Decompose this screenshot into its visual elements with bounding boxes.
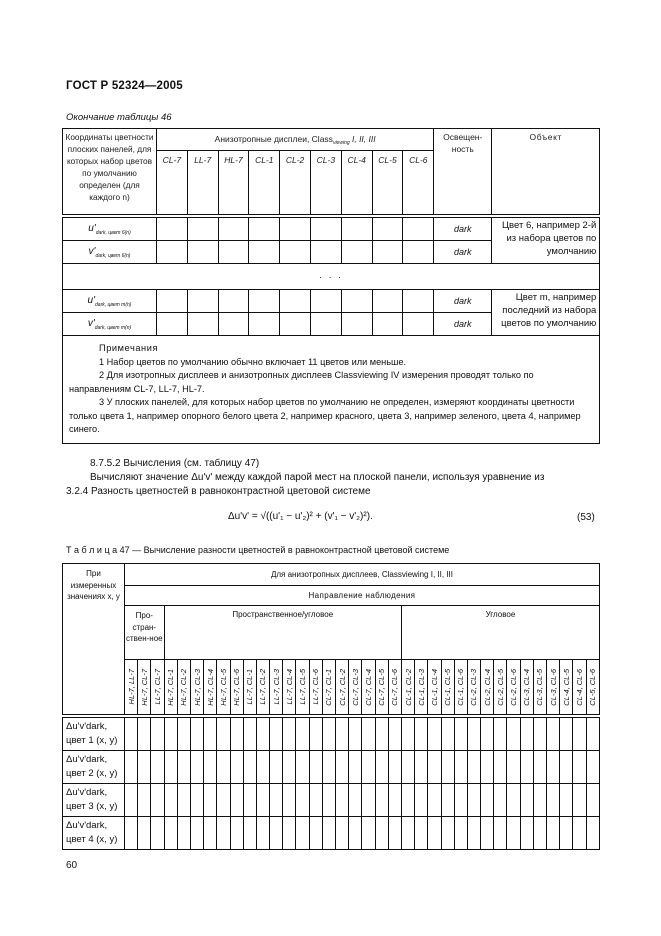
table-cell (441, 718, 454, 751)
object-description: Цвет 6, например 2-й из набора цветов по умолчанию (492, 218, 600, 264)
direction-cl-2: CL-2 (280, 151, 311, 215)
pair-label: CL-4, CL-5 (561, 668, 571, 706)
pair-label: HL-7, CL-5 (218, 668, 228, 706)
header-viewing-direction: Направление наблюдения (125, 586, 600, 606)
pair-label: CL-2, CL-4 (482, 668, 492, 706)
table-cell (401, 784, 414, 817)
table-cell (230, 718, 243, 751)
table-cell (322, 751, 335, 784)
table-cell (256, 751, 269, 784)
direction-cl-4: CL-4 (341, 151, 372, 215)
pair-header (533, 660, 546, 715)
pair-label: CL-1, CL-2 (403, 668, 413, 706)
row-label (63, 784, 125, 817)
pair-header (138, 660, 151, 715)
table-cell (573, 817, 586, 850)
table-row (63, 784, 600, 817)
row-label-line-1: Δu'v'dark, (66, 754, 108, 765)
table-cell (217, 751, 230, 784)
pair-label: LL-7, CL-1 (245, 669, 255, 705)
direction-cl-5: CL-5 (372, 151, 403, 215)
table-cell (362, 751, 375, 784)
pair-label: LL-7, CL-4 (284, 669, 294, 705)
table-cell (467, 817, 480, 850)
row-label: $v'_{dark, цвет 6(n)}$ (63, 241, 157, 264)
table-cell (401, 751, 414, 784)
table-cell (125, 817, 138, 850)
table-cell (230, 751, 243, 784)
table-cell (296, 751, 309, 784)
pair-header (415, 660, 428, 715)
header-measured-values: При измеренных значениях x, y (63, 564, 125, 715)
table-cell (533, 718, 546, 751)
table-cell (415, 751, 428, 784)
table-cell (520, 784, 533, 817)
table-cell (336, 718, 349, 751)
row-label (63, 817, 125, 850)
table-cell (533, 817, 546, 850)
table-cell (467, 751, 480, 784)
direction-ll-7: LL-7 (187, 151, 218, 215)
table-cell (336, 784, 349, 817)
table-cell (375, 817, 388, 850)
pair-label: CL-1, CL-6 (456, 668, 466, 706)
table-cell (428, 751, 441, 784)
table-cell (560, 718, 573, 751)
table-cell (270, 718, 283, 751)
pair-header (349, 660, 362, 715)
header-anisotropic-group: Для анизотропных дисплеев, Classviewing I, II, III (125, 564, 600, 586)
table-cell (322, 784, 335, 817)
pair-header (375, 660, 388, 715)
table-cell (204, 784, 217, 817)
pair-label: CL-7, CL-6 (390, 668, 400, 706)
illumination-value: dark (434, 241, 492, 264)
table-47-caption: Т а б л и ц а 47 — Вычисление разности цветностей в равноконтрастной цветовой системе (66, 545, 450, 555)
table-row (63, 718, 600, 751)
pair-header (125, 660, 138, 715)
table-cell (454, 751, 467, 784)
table-cell (388, 817, 401, 850)
pair-label: CL-7, CL-5 (377, 668, 387, 706)
pair-header (243, 660, 256, 715)
pair-header (494, 660, 507, 715)
table-row (63, 817, 600, 850)
table-row (63, 290, 600, 313)
row-label-line-1: Δu'v'dark, (66, 787, 108, 798)
table-cell (190, 784, 203, 817)
header-coordinates: Координаты цветности плоских панелей, для которых набор цветов по умолчанию определен (для каждого n) (63, 129, 157, 215)
table-cell (428, 718, 441, 751)
pair-label: LL-7, CL-6 (311, 669, 321, 705)
table-cell (204, 751, 217, 784)
direction-hl-7: HL-7 (218, 151, 249, 215)
table-cell (270, 817, 283, 850)
pair-header (507, 660, 520, 715)
table-47 (62, 563, 600, 850)
table-cell (164, 817, 177, 850)
pair-label: CL-1, CL-3 (416, 668, 426, 706)
table-cell (415, 817, 428, 850)
pair-label: CL-7, CL-1 (324, 668, 334, 706)
notes-title: Примечания (99, 343, 159, 353)
header-angular: Угловое (401, 606, 599, 660)
table-cell (296, 817, 309, 850)
table-cell (309, 784, 322, 817)
table-cell (362, 718, 375, 751)
pair-header (388, 660, 401, 715)
table-cell (467, 784, 480, 817)
pair-label: CL-3, CL-5 (535, 668, 545, 706)
table-cell (336, 751, 349, 784)
pair-header (573, 660, 586, 715)
table-cell (441, 784, 454, 817)
table-cell (243, 817, 256, 850)
table-row (63, 218, 600, 241)
table-cell (441, 751, 454, 784)
table-cell (164, 751, 177, 784)
table-cell (520, 751, 533, 784)
table-cell (375, 718, 388, 751)
table-cell (454, 718, 467, 751)
table-cell (586, 817, 599, 850)
table-cell (560, 817, 573, 850)
table-cell (256, 784, 269, 817)
table-cell (270, 784, 283, 817)
illumination-value: dark (434, 313, 492, 336)
table-cell (375, 784, 388, 817)
row-label: $v'_{dark, цвет m(n)}$ (63, 313, 157, 336)
pair-header (454, 660, 467, 715)
table-cell (349, 784, 362, 817)
table-cell (454, 784, 467, 817)
table-cell (322, 718, 335, 751)
table-cell (138, 718, 151, 751)
page-number: 60 (66, 860, 78, 871)
pair-header (467, 660, 480, 715)
section-paragraph-line-2: 3.2.4 Разность цветностей в равноконтрастной цветовой системе (66, 486, 371, 497)
direction-cl-3: CL-3 (310, 151, 341, 215)
table-cell (125, 718, 138, 751)
table-cell (507, 751, 520, 784)
table-cell (151, 784, 164, 817)
row-label-line-1: Δu'v'dark, (66, 820, 108, 831)
table-cell (204, 817, 217, 850)
pair-header (586, 660, 599, 715)
pair-header (428, 660, 441, 715)
table-cell (481, 718, 494, 751)
direction-cl-7: CL-7 (157, 151, 188, 215)
table-cell (428, 784, 441, 817)
table-cell (401, 817, 414, 850)
table-cell (256, 718, 269, 751)
table-cell (190, 718, 203, 751)
row-label-line-1: Δu'v'dark, (66, 721, 108, 732)
table-cell (283, 784, 296, 817)
table-cell (586, 784, 599, 817)
table-cell (533, 784, 546, 817)
table-cell (520, 718, 533, 751)
pair-label: HL-7, CL-6 (232, 668, 242, 706)
note-1: 1 Набор цветов по умолчанию обычно включает 11 цветов или меньше. (99, 356, 407, 367)
table-cell (309, 817, 322, 850)
row-label-line-2: цвет 2 (x, y) (66, 768, 118, 779)
table-cell (494, 784, 507, 817)
table-cell (494, 718, 507, 751)
table-cell (573, 751, 586, 784)
table-cell (428, 817, 441, 850)
table-cell (586, 718, 599, 751)
pair-header (190, 660, 203, 715)
header-anisotropic-group: Анизотропные дисплеи, Class$_{viewing}$ I, II, III (157, 129, 434, 151)
table-cell (573, 784, 586, 817)
table-row (63, 751, 600, 784)
header-spatial: Про-стран-ствен-ное (125, 606, 165, 660)
table-cell (296, 718, 309, 751)
table-cell (125, 784, 138, 817)
pair-label: CL-7, CL-2 (337, 668, 347, 706)
row-label (63, 718, 125, 751)
pair-header (283, 660, 296, 715)
table-cell (494, 751, 507, 784)
table-cell (586, 751, 599, 784)
row-label: $u'_{dark, цвет 6(n)}$ (63, 218, 157, 241)
equation-number: (53) (577, 512, 595, 523)
header-object: Объект (492, 129, 600, 215)
pair-header (256, 660, 269, 715)
table-cell (270, 751, 283, 784)
pair-header (177, 660, 190, 715)
pair-header (441, 660, 454, 715)
section-heading: 8.7.5.2 Вычисления (см. таблицу 47) (90, 458, 260, 469)
table-cell (138, 784, 151, 817)
table-cell (177, 817, 190, 850)
table-cell (177, 784, 190, 817)
pair-label: LL-7, CL-2 (258, 669, 268, 705)
table-cell (454, 817, 467, 850)
pair-header (336, 660, 349, 715)
table-cell (441, 817, 454, 850)
table-cell (362, 784, 375, 817)
pair-header (296, 660, 309, 715)
pair-label: LL-7, CL-7 (152, 669, 162, 705)
table-notes (63, 336, 600, 444)
table-cell (177, 751, 190, 784)
note-2: 2 Для изотропных дисплеев и анизотропных дисплеев Classviewing IV измерения проводят только по направлениям CL-7, LL-7, HL-7. (69, 370, 534, 394)
table-cell (481, 751, 494, 784)
pair-label: CL-1, CL-5 (443, 668, 453, 706)
direction-cl-1: CL-1 (249, 151, 280, 215)
equation: Δu'v' = √((u'₁ − u'₂)² + (v'₁ − v'₂)²). (228, 511, 373, 522)
pair-label: CL-2, CL-5 (495, 668, 505, 706)
row-label-line-2: цвет 4 (x, y) (66, 834, 118, 845)
pair-header (230, 660, 243, 715)
row-label-line-2: цвет 3 (x, y) (66, 801, 118, 812)
table-cell (243, 784, 256, 817)
pair-label: CL-5, CL-6 (588, 668, 598, 706)
table-cell (547, 817, 560, 850)
table-cell (243, 751, 256, 784)
object-description: Цвет m, например последний из набора цветов по умолчанию (492, 290, 600, 336)
table-cell (125, 751, 138, 784)
table-cell (309, 751, 322, 784)
table-cell (151, 817, 164, 850)
pair-header (204, 660, 217, 715)
pair-label: CL-4, CL-6 (574, 668, 584, 706)
table-cell (547, 784, 560, 817)
table-cell (520, 817, 533, 850)
pair-header (309, 660, 322, 715)
table-cell (349, 718, 362, 751)
pair-label: HL-7, LL-7 (126, 669, 136, 705)
table-cell (256, 817, 269, 850)
pair-header (164, 660, 177, 715)
direction-cl-6: CL-6 (403, 151, 434, 215)
table-cell (177, 718, 190, 751)
table-cell (283, 817, 296, 850)
pair-label: HL-7, CL-7 (139, 668, 149, 706)
table-46 (62, 128, 600, 444)
pair-label: CL-3, CL-6 (548, 668, 558, 706)
table-cell (560, 751, 573, 784)
pair-label: CL-7, CL-3 (350, 668, 360, 706)
pair-header (401, 660, 414, 715)
table-cell (573, 718, 586, 751)
pair-header (322, 660, 335, 715)
table-cell (309, 718, 322, 751)
table-cell (230, 784, 243, 817)
table-cell (349, 817, 362, 850)
pair-label: CL-7, CL-4 (363, 668, 373, 706)
table-cell (164, 784, 177, 817)
pair-label: CL-2, CL-3 (469, 668, 479, 706)
table-cell (230, 817, 243, 850)
pair-header (151, 660, 164, 715)
table-cell (415, 718, 428, 751)
table-cell (217, 817, 230, 850)
pair-header (560, 660, 573, 715)
table-cell (533, 751, 546, 784)
table-cell (560, 784, 573, 817)
table-cell (547, 718, 560, 751)
ellipsis-row: · · · (63, 264, 600, 290)
pair-header (547, 660, 560, 715)
document-header: ГОСТ Р 52324—2005 (66, 80, 183, 92)
row-label-line-2: цвет 1 (x, y) (66, 735, 118, 746)
table-cell (283, 718, 296, 751)
row-label: $u'_{dark, цвет m(n)}$ (63, 290, 157, 313)
table-cell (243, 718, 256, 751)
table-cell (494, 817, 507, 850)
row-label (63, 751, 125, 784)
table-cell (151, 718, 164, 751)
table-cell (388, 751, 401, 784)
note-3: 3 У плоских панелей, для которых набор цветов по умолчанию не определен, измеряют координаты цветности только цвета 1, например опорного белого цвета 2, например красного, цвета 3, например зеленого, цвета 4, например синего. (69, 397, 581, 434)
table-cell (190, 751, 203, 784)
header-spatial-angular: Пространственное/угловое (164, 606, 401, 660)
pair-header (362, 660, 375, 715)
table-cell (190, 817, 203, 850)
pair-label: CL-2, CL-6 (509, 668, 519, 706)
table-cell (138, 751, 151, 784)
table-cell (415, 784, 428, 817)
pair-label: CL-1, CL-4 (429, 668, 439, 706)
table-cell (217, 718, 230, 751)
table-cell (204, 718, 217, 751)
table-cell (507, 817, 520, 850)
illumination-value: dark (434, 290, 492, 313)
pair-label: LL-7, CL-5 (298, 669, 308, 705)
table-cell (481, 784, 494, 817)
table-cell (547, 751, 560, 784)
pair-label: CL-3, CL-4 (522, 668, 532, 706)
pair-header (481, 660, 494, 715)
table-cell (388, 718, 401, 751)
pair-label: HL-7, CL-3 (192, 668, 202, 706)
pair-header (520, 660, 533, 715)
table-cell (349, 751, 362, 784)
table-cell (336, 817, 349, 850)
section-paragraph-line-1: Вычисляют значение Δu'v' между каждой парой мест на плоской панели, используя уравнение из (90, 472, 545, 483)
table-46-caption: Окончание таблицы 46 (66, 112, 172, 123)
table-cell (296, 784, 309, 817)
pair-header (270, 660, 283, 715)
illumination-value: dark (434, 218, 492, 241)
table-cell (401, 718, 414, 751)
pair-header (217, 660, 230, 715)
table-cell (388, 784, 401, 817)
table-cell (507, 718, 520, 751)
table-cell (481, 817, 494, 850)
table-cell (138, 817, 151, 850)
table-cell (467, 718, 480, 751)
table-cell (151, 751, 164, 784)
header-illumination: Освещен-ность (434, 129, 492, 215)
table-cell (164, 718, 177, 751)
pair-label: HL-7, CL-1 (166, 668, 176, 706)
table-cell (283, 751, 296, 784)
table-cell (362, 817, 375, 850)
table-cell (322, 817, 335, 850)
pair-label: LL-7, CL-3 (271, 669, 281, 705)
pair-label: HL-7, CL-2 (179, 668, 189, 706)
pair-label: HL-7, CL-4 (205, 668, 215, 706)
table-cell (375, 751, 388, 784)
table-cell (217, 784, 230, 817)
table-cell (507, 784, 520, 817)
